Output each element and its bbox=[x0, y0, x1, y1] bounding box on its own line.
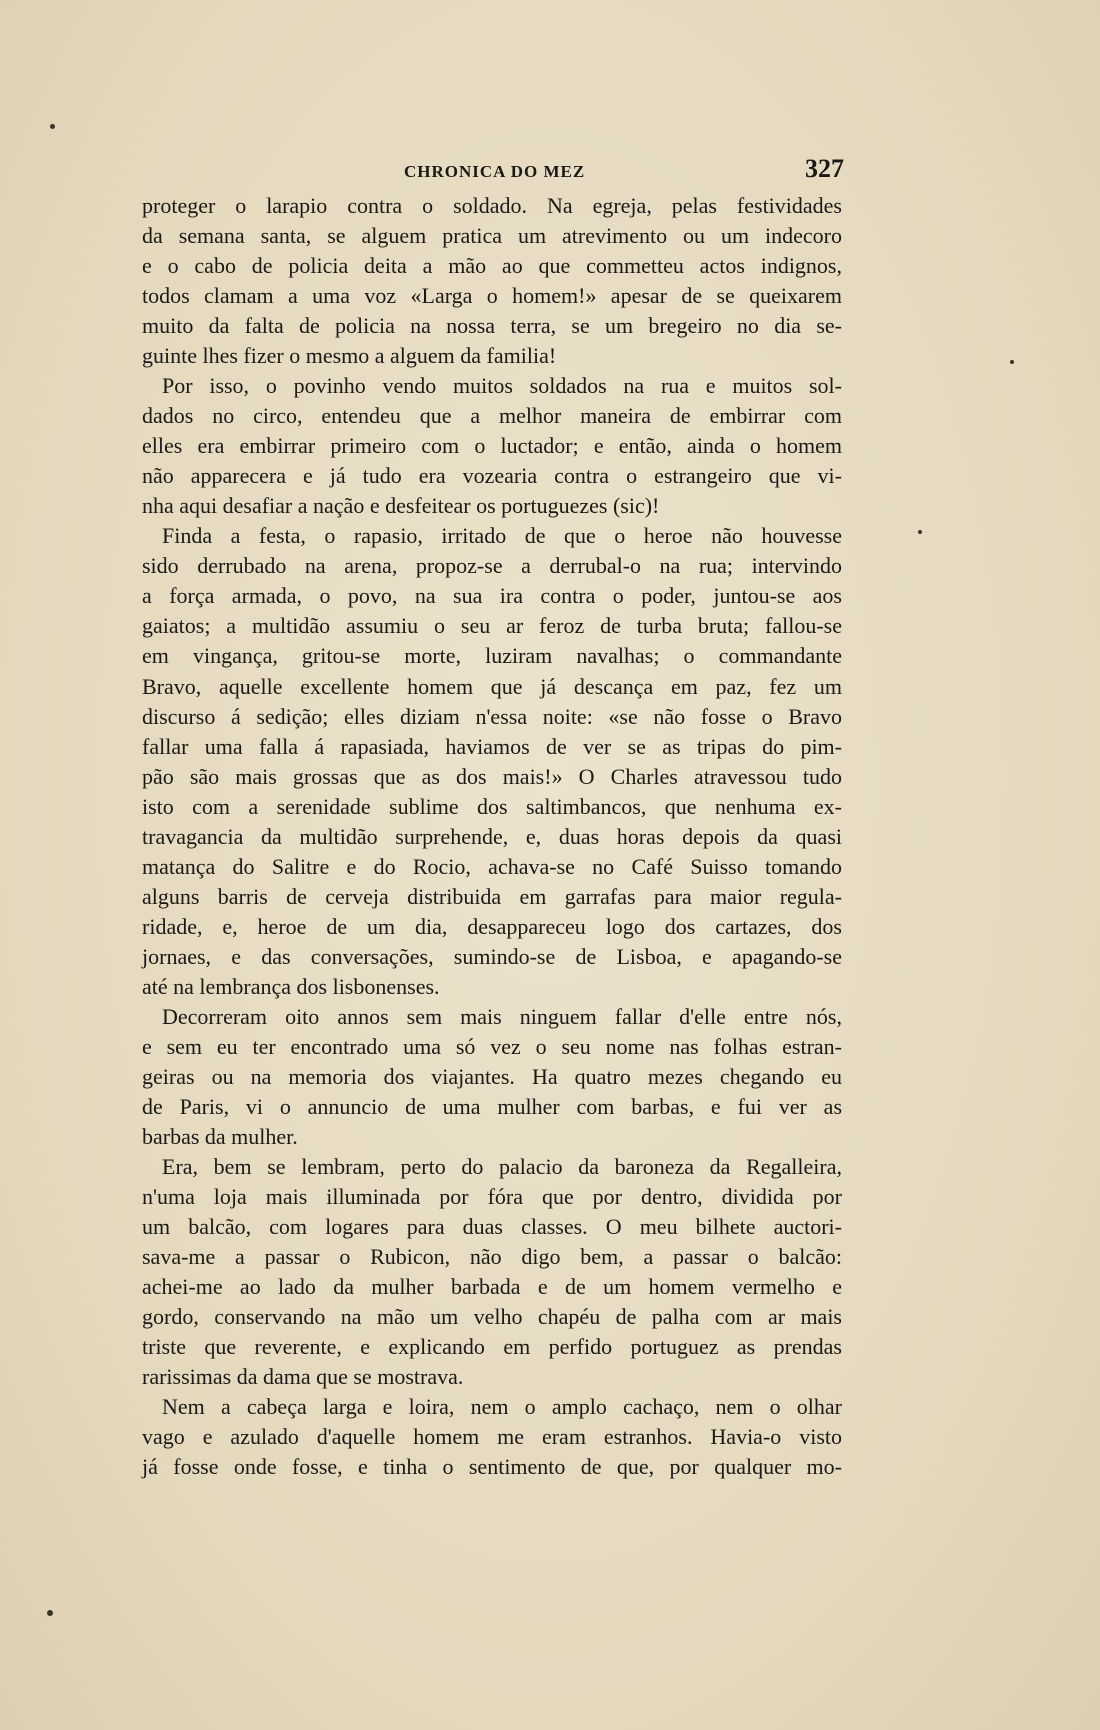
text-line: sido derrubado na arena, propoz-se a derrubal-o na rua; intervindo bbox=[142, 553, 842, 579]
text-line: barbas da mulher. bbox=[142, 1123, 298, 1149]
text-line: muito da falta de policia na nossa terra, se um bregeiro no dia se- bbox=[142, 313, 842, 339]
text-line: vago e azulado d'aquelle homem me eram estranhos. Havia-o visto bbox=[142, 1424, 842, 1450]
text-line: nha aqui desafiar a nação e desfeitear os portuguezes (sic)! bbox=[142, 493, 660, 519]
text-line: a força armada, o povo, na sua ira contra o poder, juntou-se aos bbox=[142, 583, 842, 609]
text-line: dados no circo, entendeu que a melhor maneira de embirrar com bbox=[142, 403, 842, 429]
text-line: pão são mais grossas que as dos mais!» O Charles atravessou tudo bbox=[142, 763, 842, 789]
text-line: da semana santa, se alguem pratica um atrevimento ou um indecoro bbox=[142, 223, 842, 249]
text-line: elles era embirrar primeiro com o luctador; e então, ainda o homem bbox=[142, 433, 842, 459]
running-title: CHRONICA DO MEZ bbox=[404, 162, 586, 181]
text-line: todos clamam a uma voz «Larga o homem!» apesar de se queixarem bbox=[142, 283, 842, 309]
text-line: alguns barris de cerveja distribuida em garrafas para maior regula- bbox=[142, 883, 842, 909]
text-line: já fosse onde fosse, e tinha o sentimento de que, por qualquer mo- bbox=[142, 1454, 842, 1480]
text-line: jornaes, e das conversações, sumindo-se de Lisboa, e apagando-se bbox=[142, 943, 842, 969]
text-line: ridade, e, heroe de um dia, desappareceu logo dos cartazes, dos bbox=[142, 913, 842, 939]
text-line: triste que reverente, e explicando em perfido portuguez as prendas bbox=[142, 1334, 842, 1360]
ink-speck bbox=[918, 530, 922, 534]
text-line: Por isso, o povinho vendo muitos soldados na rua e muitos sol- bbox=[162, 373, 842, 399]
text-line: Era, bem se lembram, perto do palacio da baroneza da Regalleira, bbox=[162, 1154, 842, 1179]
text-line: guinte lhes fizer o mesmo a alguem da familia! bbox=[142, 343, 557, 369]
body-text bbox=[142, 191, 842, 1482]
text-line: Decorreram oito annos sem mais ninguem fallar d'elle entre nós, bbox=[162, 1003, 842, 1029]
text-line: geiras ou na memoria dos viajantes. Ha quatro mezes chegando eu bbox=[142, 1063, 842, 1089]
text-line: fallar uma falla á rapasiada, haviamos de ver se as tripas do pim- bbox=[142, 733, 842, 759]
text-line: rarissimas da dama que se mostrava. bbox=[142, 1364, 464, 1390]
text-line: e sem eu ter encontrado uma só vez o seu nome nas folhas estran- bbox=[142, 1033, 842, 1059]
text-line: discurso á sedição; elles diziam n'essa noite: «se não fosse o Bravo bbox=[142, 703, 842, 729]
text-line: até na lembrança dos lisbonenses. bbox=[142, 973, 440, 999]
text-line: isto com a serenidade sublime dos saltimbancos, que nenhuma ex- bbox=[142, 793, 842, 819]
ink-speck bbox=[50, 124, 55, 129]
text-line: n'uma loja mais illuminada por fóra que por dentro, dividida por bbox=[142, 1184, 842, 1210]
text-line: um balcão, com logares para duas classes. O meu bilhete auctori- bbox=[142, 1214, 842, 1240]
text-line: Nem a cabeça larga e loira, nem o amplo cachaço, nem o olhar bbox=[162, 1394, 842, 1420]
text-line: sava-me a passar o Rubicon, não digo bem, a passar o balcão: bbox=[142, 1244, 842, 1270]
page-number: 327 bbox=[805, 154, 844, 183]
text-line: matança do Salitre e do Rocio, achava-se no Café Suisso tomando bbox=[142, 853, 842, 879]
text-line: achei-me ao lado da mulher barbada e de um homem vermelho e bbox=[142, 1274, 842, 1300]
text-line: de Paris, vi o annuncio de uma mulher com barbas, e fui ver as bbox=[142, 1093, 842, 1119]
text-line: Bravo, aquelle excellente homem que já descança em paz, fez um bbox=[142, 673, 842, 699]
text-line: Finda a festa, o rapasio, irritado de que o heroe não houvesse bbox=[162, 523, 842, 549]
running-head bbox=[142, 150, 842, 190]
text-line: gordo, conservando na mão um velho chapéu de palha com ar mais bbox=[142, 1304, 842, 1330]
ink-speck bbox=[47, 1610, 53, 1616]
ink-speck bbox=[1010, 360, 1014, 364]
text-line: gaiatos; a multidão assumiu o seu ar feroz de turba bruta; fallou-se bbox=[142, 613, 842, 639]
text-line: proteger o larapio contra o soldado. Na egreja, pelas festividades bbox=[142, 193, 842, 218]
text-line: em vingança, gritou-se morte, luziram navalhas; o commandante bbox=[142, 643, 842, 669]
text-line: e o cabo de policia deita a mão ao que commetteu actos indignos, bbox=[142, 253, 842, 279]
text-line: travagancia da multidão surprehende, e, duas horas depois da quasi bbox=[142, 823, 842, 849]
text-line: não apparecera e já tudo era vozearia contra o estrangeiro que vi- bbox=[142, 463, 842, 489]
